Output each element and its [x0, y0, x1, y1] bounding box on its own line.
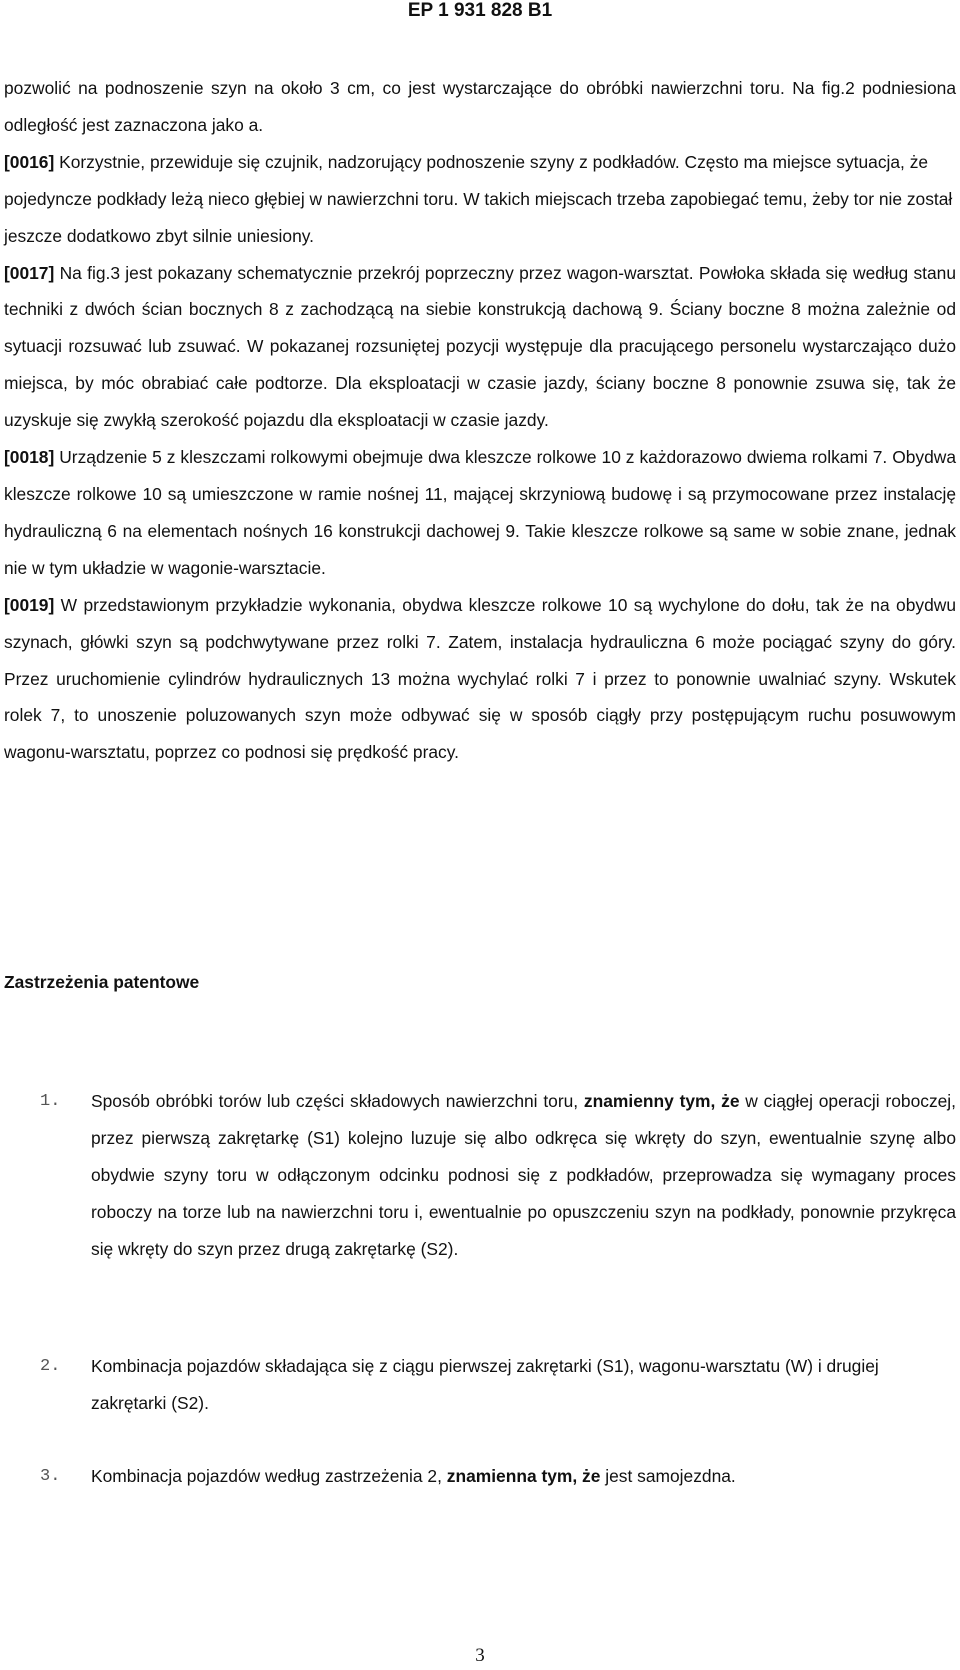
paragraph-continuation — [4, 70, 956, 144]
paragraph-id: [0018] — [4, 447, 55, 468]
claim-2 — [4, 1348, 956, 1422]
paragraph-text: pozwolić na podnoszenie szyn na około 3 cm, co jest wystarczające do obróbki nawierzchni toru. Na fig.2 podniesiona odległość jest zaznaczona jako a. — [4, 78, 956, 135]
claim-1 — [4, 1083, 956, 1268]
paragraph-0017 — [4, 255, 956, 440]
paragraph-text: Na fig.3 jest pokazany schematycznie przekrój poprzeczny przez wagon-warsztat. Powłoka składa się według stanu techniki z dwóch ścian bocznych 8 z zachodzącą na siebie konstrukcją dachową 9. Ściany boczne 8 można zależnie od sytuacji rozsuwać lub zsuwać. W pokazanej rozsuniętej pozycji występuje dla pracującego personelu wystarczająco dużo miejsca, by móc obrabiać całe podtorze. Dla eksploatacji w czasie jazdy, ściany boczne 8 ponownie zsuwa się, tak że uzyskuje się zwykłą szerokość pojazdu dla eksploatacji w czasie jazdy. — [4, 262, 956, 431]
claim-text-pre: Kombinacja pojazdów według zastrzeżenia 2, — [91, 1466, 447, 1486]
claim-text — [91, 1083, 956, 1268]
claim-text-pre: Kombinacja pojazdów składająca się z ciągu pierwszej zakrętarki (S1), wagonu-warsztatu (W) i drugiej zakrętarki (S2). — [91, 1356, 879, 1413]
paragraph-text: Urządzenie 5 z kleszczami rolkowymi obejmuje dwa kleszcze rolkowe 10 z każdorazowo dwiema rolkami 7. Obydwa kleszcze rolkowe 10 są umieszczone w ramie nośnej 11, mającej skrzyniową budowę i są przymocowane przez instalację hydrauliczną 6 na elementach nośnych 16 konstrukcji dachowej 9. Takie kleszcze rolkowe są same w sobie znane, jednak nie w tym układzie w wagonie-warsztacie. — [4, 447, 956, 578]
paragraph-0018 — [4, 439, 956, 587]
paragraph-id: [0019] — [4, 594, 55, 615]
document-header — [0, 0, 960, 22]
paragraph-id: [0017] — [4, 262, 55, 283]
claim-number: 2. — [40, 1357, 61, 1376]
paragraph-text: W przedstawionym przykładzie wykonania, obydwa kleszcze rolkowe 10 są wychylone do dołu, tak że na obydwu szynach, główki szyn są podchwytywane przez rolki 7. Zatem, instalacja hydrauliczna 6 może pociągać szyny do góry. Przez uruchomienie cylindrów hydraulicznych 13 można wychylać rolki 7 i przez to ponownie uwalniać szyny. Wskutek rolek 7, to unoszenie poluzowanych szyn może odbywać się w sposób ciągły przy postępującym ruchu posuwowym wagonu-warsztatu, poprzez co podnosi się prędkość pracy. — [4, 594, 956, 763]
claim-keyword: znamienny tym, że — [583, 1091, 740, 1111]
claim-3 — [4, 1458, 956, 1495]
paragraph-id: [0016] — [4, 151, 55, 172]
description-body — [4, 70, 956, 771]
section-title: Zastrzeżenia patentowe — [4, 972, 200, 992]
patent-number: EP 1 931 828 B1 — [407, 0, 553, 21]
claim-number: 1. — [40, 1092, 61, 1111]
claim-text-post: jest samojezdna. — [600, 1466, 736, 1486]
paragraph-text: Korzystnie, przewiduje się czujnik, nadzorujący podnoszenie szyny z podkładów. Często ma miejsce sytuacja, że pojedyncze podkłady leżą nieco głębiej w nawierzchni toru. W takich miejscach trzeba zapobiegać temu, żeby tor nie został jeszcze dodatkowo zbyt silnie uniesiony. — [4, 151, 953, 246]
page-number: 3 — [475, 1645, 485, 1666]
paragraph-0019 — [4, 587, 956, 772]
paragraph-0016 — [4, 144, 956, 255]
claim-text-post: w ciągłej operacji roboczej, przez pierwszą zakrętarkę (S1) kolejno luzuje się albo odkręca się wkręty do szyn, ewentualnie szynę albo obydwie szyny toru w odłączonym odcinku podnosi się z podkładów, przeprowadza się wymagany proces roboczy na torze lub na nawierzchni toru i, ewentualnie po opuszczeniu szyn na podkłady, ponownie przykręca się wkręty do szyn przez drugą zakrętarkę (S2). — [91, 1091, 957, 1259]
claim-text — [91, 1458, 956, 1495]
claim-keyword: znamienna tym, że — [446, 1466, 601, 1486]
claim-text-pre: Sposób obróbki torów lub części składowych nawierzchni toru, — [91, 1091, 584, 1111]
claim-text — [91, 1348, 956, 1422]
claim-number: 3. — [40, 1467, 61, 1486]
